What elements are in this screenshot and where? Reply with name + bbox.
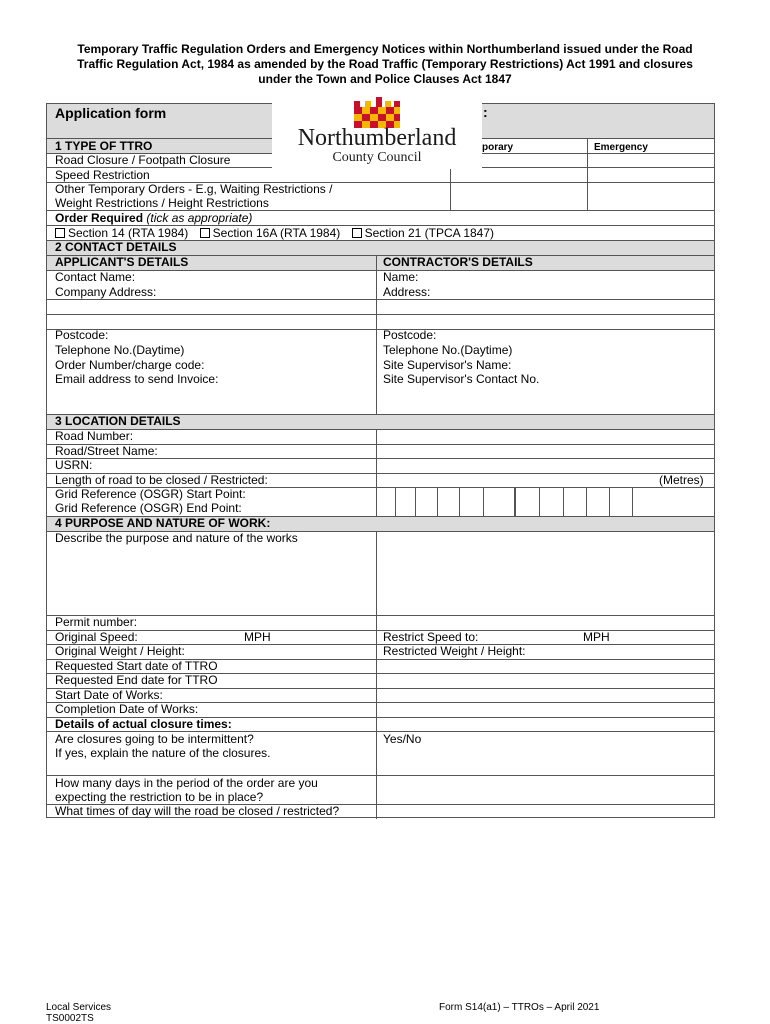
original-speed-unit: MPH: [244, 630, 271, 644]
applicant-order-number[interactable]: Order Number/charge code:: [55, 358, 205, 372]
contractor-postcode[interactable]: Postcode:: [383, 328, 437, 342]
original-weight-label: Original Weight / Height:: [55, 644, 185, 658]
applicant-company-address[interactable]: Company Address:: [55, 285, 157, 299]
describe-works-label: Describe the purpose and nature of the works: [55, 531, 298, 545]
start-ttro-label: Requested Start date of TTRO: [55, 659, 218, 673]
footer-dept: Local Services: [46, 1002, 112, 1013]
document-title: [30, 42, 740, 87]
checkbox-section14[interactable]: [55, 228, 65, 238]
ttro-type-road-closure: Road Closure / Footpath Closure: [55, 153, 231, 167]
closure-times-label: What times of day will the road be closed / restricted?: [55, 804, 340, 818]
footer-code: TS0002TS: [46, 1013, 94, 1024]
order-required: [55, 211, 252, 225]
applicant-telephone[interactable]: Telephone No.(Daytime): [55, 343, 185, 357]
option-section14[interactable]: Section 14 (RTA 1984): [55, 226, 188, 240]
section2-title: 2 CONTACT DETAILS: [55, 240, 177, 254]
usrn-label: USRN:: [55, 458, 93, 472]
completion-label: Completion Date of Works:: [55, 702, 199, 716]
col-emergency: Emergency: [594, 142, 648, 153]
yes-no-field[interactable]: Yes/No: [383, 732, 422, 746]
section3-title: 3 LOCATION DETAILS: [55, 414, 181, 428]
contractor-telephone[interactable]: Telephone No.(Daytime): [383, 343, 513, 357]
contractor-address[interactable]: Address:: [383, 285, 431, 299]
tick-note: (tick as appropriate): [146, 211, 253, 225]
section4-title: 4 PURPOSE AND NATURE OF WORK:: [55, 516, 271, 530]
permit-number-label: Permit number:: [55, 615, 138, 629]
order-options: [55, 226, 494, 240]
restrict-speed-label: Restrict Speed to:: [383, 630, 479, 644]
applicant-email[interactable]: Email address to send Invoice:: [55, 372, 219, 386]
days-label-line1: How many days in the period of the order are you: [55, 776, 318, 790]
site-supervisor-contact[interactable]: Site Supervisor's Contact No.: [383, 372, 540, 386]
logo-name: Northumberland: [297, 125, 457, 151]
grid-end-label: Grid Reference (OSGR) End Point:: [55, 501, 242, 515]
closure-times-heading: Details of actual closure times:: [55, 717, 232, 731]
applicant-postcode[interactable]: Postcode:: [55, 328, 109, 342]
days-label-line2: expecting the restriction to be in place?: [55, 790, 264, 804]
ttro-type-speed: Speed Restriction: [55, 168, 150, 182]
road-length-label: Length of road to be closed / Restricted:: [55, 473, 268, 487]
restricted-weight-label: Restricted Weight / Height:: [383, 644, 526, 658]
council-logo: [272, 93, 482, 169]
checkbox-section16a[interactable]: [200, 228, 210, 238]
start-works-label: Start Date of Works:: [55, 688, 163, 702]
section1-title: 1 TYPE OF TTRO: [55, 139, 153, 153]
option-section16a[interactable]: Section 16A (RTA 1984): [200, 226, 341, 240]
end-ttro-label: Requested End date for TTRO: [55, 673, 218, 687]
footer-form-ref: Form S14(a1) – TTROs – April 2021: [439, 1002, 600, 1013]
explain-closures-label: If yes, explain the nature of the closures.: [55, 746, 271, 760]
logo-subtitle: County Council: [332, 150, 422, 165]
applicant-contact-name[interactable]: Contact Name:: [55, 270, 136, 284]
ttro-type-other-cont: Weight Restrictions / Height Restrictions: [55, 196, 269, 210]
intermittent-label: Are closures going to be intermittent?: [55, 732, 254, 746]
original-speed-label: Original Speed:: [55, 630, 138, 644]
ttro-type-other: Other Temporary Orders - E.g, Waiting Restrictions /: [55, 182, 333, 196]
contractor-name[interactable]: Name:: [383, 270, 419, 284]
contractor-header: CONTRACTOR'S DETAILS: [383, 255, 533, 269]
applicant-header: APPLICANT'S DETAILS: [55, 255, 189, 269]
application-form-label: Application form: [55, 105, 167, 121]
option-section21[interactable]: Section 21 (TPCA 1847): [352, 226, 494, 240]
title-line-2: Traffic Regulation Act, 1984 as amended by the Road Traffic (Temporary Restrictions) Act 1991 and closures: [77, 57, 693, 71]
title-line-3: under the Town and Police Clauses Act 1847: [258, 72, 512, 86]
grid-start-label: Grid Reference (OSGR) Start Point:: [55, 487, 246, 501]
metres-unit: (Metres): [659, 473, 704, 487]
checkbox-section21[interactable]: [352, 228, 362, 238]
site-supervisor-name[interactable]: Site Supervisor's Name:: [383, 358, 512, 372]
road-number-label: Road Number:: [55, 429, 134, 443]
logo-checks: [354, 97, 400, 128]
reference-colon: :: [483, 104, 488, 120]
restrict-speed-unit: MPH: [583, 630, 610, 644]
title-line-1: Temporary Traffic Regulation Orders and Emergency Notices within Northumberland issued under the Road: [77, 42, 693, 56]
order-required-label: Order Required: [55, 211, 144, 225]
road-street-name-label: Road/Street Name:: [55, 444, 158, 458]
col-temporary: porary: [482, 142, 514, 153]
